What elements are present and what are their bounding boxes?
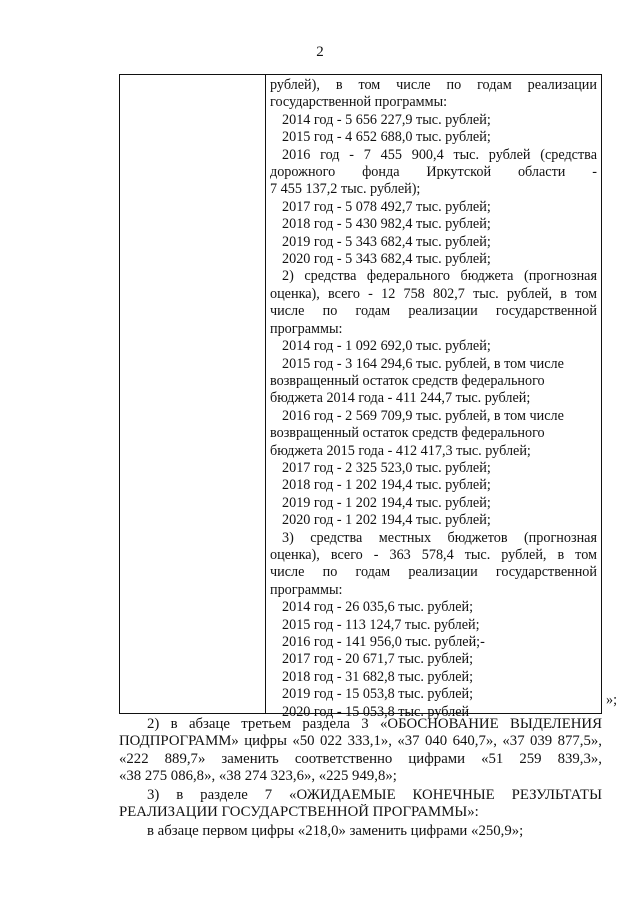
table-line: бюджета 2015 года - 412 417,3 тыс. рублей; (270, 442, 531, 459)
table-line: 2017 год - 2 325 523,0 тыс. рублей; (282, 459, 491, 476)
table-line: рублей), в том числе по годам реализации (270, 77, 597, 93)
table-line: 2018 год - 5 430 982,4 тыс. рублей; (282, 216, 491, 233)
table-line: 2017 год - 20 671,7 тыс. рублей; (282, 651, 474, 668)
paragraph-line: «38 275 086,8», «38 274 323,6», «225 949,8»; (119, 768, 397, 785)
table-right-column (266, 75, 601, 720)
table-line: 3) средства местных бюджетов (прогнозная (282, 529, 597, 546)
table-line: возвращенный остаток средств федерального (270, 425, 545, 442)
table-line: 2016 год - 2 569 709,9 тыс. рублей, в том числе (282, 407, 564, 424)
table-line: 2016 год - 141 956,0 тыс. рублей;- (282, 634, 485, 650)
table-line: оценка), всего - 363 578,4 тыс. рублей, в том (270, 546, 597, 563)
paragraph-section-7-amendment (119, 787, 602, 822)
page-number: 2 (316, 44, 324, 60)
table-line: 2020 год - 1 202 194,4 тыс. рублей; (282, 512, 491, 529)
table-line: 2014 год - 26 035,6 тыс. рублей; (282, 599, 474, 616)
paragraph-line: 2) в абзаце третьем раздела 3 «ОБОСНОВАНИЕ ВЫДЕЛЕНИЯ (147, 716, 602, 732)
program-table (119, 74, 602, 720)
table-line: 7 455 137,2 тыс. рублей); (270, 181, 421, 198)
table-line: 2016 год - 7 455 900,4 тыс. рублей (средства (282, 146, 597, 163)
table-line: 2019 год - 15 053,8 тыс. рублей; (282, 686, 474, 703)
table-line: 2015 год - 4 652 688,0 тыс. рублей; (282, 129, 491, 146)
paragraph-line: в абзаце первом цифры «218,0» заменить цифрами «250,9»; (147, 823, 524, 839)
table-line: 2014 год - 5 656 227,9 тыс. рублей; (282, 111, 491, 128)
paragraph-first-abzac-amendment (119, 823, 602, 840)
table-line: государственной программы: (270, 94, 448, 111)
table-line: 2017 год - 5 078 492,7 тыс. рублей; (282, 198, 491, 215)
table-line: программы: (270, 320, 343, 337)
table-line: оценка), всего - 12 758 802,7 тыс. рублей, в том (270, 285, 597, 302)
table-line: возвращенный остаток средств федерального (270, 372, 545, 389)
table-line: 2020 год - 5 343 682,4 тыс. рублей; (282, 251, 491, 268)
table-line: 2019 год - 5 343 682,4 тыс. рублей; (282, 233, 491, 250)
table-line: бюджета 2014 года - 411 244,7 тыс. рублей; (270, 390, 531, 407)
paragraph-line: ПОДПРОГРАММ» цифры «50 022 333,1», «37 040 640,7», «37 039 877,5», (119, 733, 602, 750)
paragraph-line: 3) в разделе 7 «ОЖИДАЕМЫЕ КОНЕЧНЫЕ РЕЗУЛЬТАТЫ (147, 787, 602, 803)
table-left-column (120, 75, 266, 713)
paragraph-line: «222 889,7» заменить соответственно цифрами «51 259 839,3», (119, 750, 602, 767)
table-line: 2019 год - 1 202 194,4 тыс. рублей; (282, 494, 491, 511)
table-line: 2018 год - 1 202 194,4 тыс. рублей; (282, 477, 491, 494)
table-line: 2015 год - 3 164 294,6 тыс. рублей, в том числе (282, 355, 564, 372)
table-line: числе по годам реализации государственной (270, 564, 597, 581)
table-line: дорожного фонда Иркутской области - (270, 164, 597, 181)
table-line: числе по годам реализации государственной (270, 303, 597, 320)
table-closing-quote: »; (606, 692, 618, 708)
table-line: 2018 год - 31 682,8 тыс. рублей; (282, 668, 474, 685)
table-line: 2014 год - 1 092 692,0 тыс. рублей; (282, 338, 491, 355)
table-line: 2020 год - 15 053,8 тыс. рублей (282, 703, 470, 720)
table-line: программы: (270, 581, 343, 598)
table-line: 2) средства федерального бюджета (прогнозная (282, 268, 597, 285)
table-line: 2015 год - 113 124,7 тыс. рублей; (282, 616, 480, 633)
paragraph-line: РЕАЛИЗАЦИИ ГОСУДАРСТВЕННОЙ ПРОГРАММЫ»: (119, 804, 479, 821)
paragraph-section-3-amendment (119, 716, 602, 786)
